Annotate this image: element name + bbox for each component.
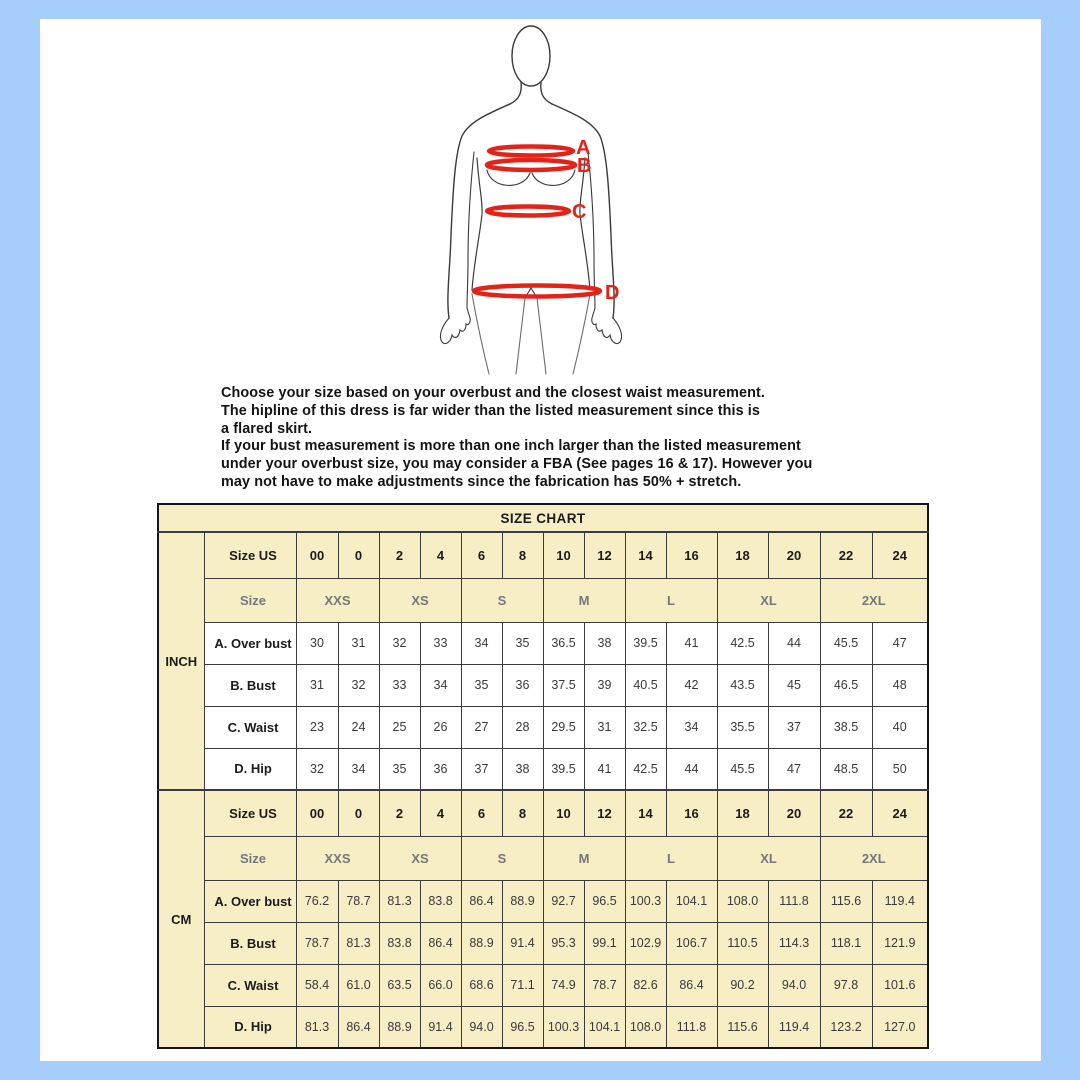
size-group-header: 2XL [820, 836, 928, 880]
measure-value: 34 [666, 706, 717, 748]
size-us-col-header: 20 [768, 790, 820, 836]
size-group-header: XXS [296, 578, 379, 622]
measure-value: 95.3 [543, 922, 584, 964]
measure-value: 66.0 [420, 964, 461, 1006]
intro-line: may not have to make adjustments since the fabrication has 50% + stretch. [221, 473, 742, 490]
size-us-col-header: 8 [502, 790, 543, 836]
size-us-col-header: 6 [461, 790, 502, 836]
measure-value: 82.6 [625, 964, 666, 1006]
measure-value: 71.1 [502, 964, 543, 1006]
measure-value: 42.5 [717, 622, 768, 664]
measure-value: 91.4 [502, 922, 543, 964]
measure-value: 108.0 [625, 1006, 666, 1048]
measure-value: 99.1 [584, 922, 625, 964]
intro-line: The hipline of this dress is far wider than the listed measurement since this is [221, 402, 760, 419]
measure-value: 44 [768, 622, 820, 664]
size-us-col-header: 18 [717, 532, 768, 578]
body-outline-figure [425, 20, 655, 382]
measure-value: 25 [379, 706, 420, 748]
measurement-diagram [425, 20, 655, 382]
measure-row-label: D. Hip [204, 748, 296, 790]
size-chart-table [157, 503, 929, 1049]
measure-value: 94.0 [461, 1006, 502, 1048]
measure-value: 46.5 [820, 664, 872, 706]
measure-value: 104.1 [666, 880, 717, 922]
size-us-col-header: 4 [420, 790, 461, 836]
measure-value: 88.9 [461, 922, 502, 964]
intro-text [221, 385, 901, 492]
size-us-col-header: 24 [872, 532, 928, 578]
measure-value: 111.8 [666, 1006, 717, 1048]
measure-value: 114.3 [768, 922, 820, 964]
measure-value: 121.9 [872, 922, 928, 964]
intro-line: under your overbust size, you may consider a FBA (See pages 16 & 17). However you [221, 456, 813, 473]
hip-band [474, 286, 600, 297]
waist-band [487, 207, 569, 216]
measure-value: 106.7 [666, 922, 717, 964]
size-group-header: XS [379, 578, 461, 622]
measure-value: 96.5 [584, 880, 625, 922]
measure-value: 76.2 [296, 880, 338, 922]
measure-value: 86.4 [420, 922, 461, 964]
measure-value: 81.3 [338, 922, 379, 964]
measure-value: 110.5 [717, 922, 768, 964]
measure-value: 104.1 [584, 1006, 625, 1048]
size-us-col-header: 24 [872, 790, 928, 836]
size-us-col-header: 6 [461, 532, 502, 578]
measure-value: 127.0 [872, 1006, 928, 1048]
measure-value: 34 [338, 748, 379, 790]
measure-row-label: C. Waist [204, 706, 296, 748]
row-header-size-inch: Size [204, 578, 296, 622]
size-group-header: M [543, 578, 625, 622]
measure-value: 41 [584, 748, 625, 790]
measure-value: 38.5 [820, 706, 872, 748]
measure-value: 88.9 [379, 1006, 420, 1048]
measure-value: 100.3 [543, 1006, 584, 1048]
measure-value: 31 [296, 664, 338, 706]
measure-value: 78.7 [296, 922, 338, 964]
size-group-header: XXS [296, 836, 379, 880]
measure-value: 38 [502, 748, 543, 790]
measure-value: 33 [420, 622, 461, 664]
measure-value: 78.7 [338, 880, 379, 922]
measure-value: 101.6 [872, 964, 928, 1006]
measure-value: 48.5 [820, 748, 872, 790]
measure-value: 47 [768, 748, 820, 790]
measure-value: 45.5 [717, 748, 768, 790]
size-us-col-header: 8 [502, 532, 543, 578]
measure-value: 43.5 [717, 664, 768, 706]
measure-value: 40.5 [625, 664, 666, 706]
intro-line: If your bust measurement is more than one inch larger than the listed measurement [221, 438, 801, 455]
measure-row-label: D. Hip [204, 1006, 296, 1048]
measure-value: 34 [461, 622, 502, 664]
measure-value: 42.5 [625, 748, 666, 790]
label-D: D [605, 282, 620, 304]
measure-value: 81.3 [296, 1006, 338, 1048]
unit-label-inch: INCH [158, 532, 204, 790]
measure-value: 42 [666, 664, 717, 706]
size-group-header: XL [717, 578, 820, 622]
measure-value: 86.4 [666, 964, 717, 1006]
measure-value: 31 [338, 622, 379, 664]
label-C: C [572, 201, 587, 223]
size-us-col-header: 0 [338, 790, 379, 836]
measure-value: 119.4 [768, 1006, 820, 1048]
measure-value: 32 [296, 748, 338, 790]
measure-value: 83.8 [420, 880, 461, 922]
measure-row-label: A. Over bust [204, 880, 296, 922]
measure-value: 58.4 [296, 964, 338, 1006]
size-us-col-header: 16 [666, 790, 717, 836]
measure-value: 36 [420, 748, 461, 790]
measure-value: 91.4 [420, 1006, 461, 1048]
measure-value: 115.6 [820, 880, 872, 922]
size-us-col-header: 20 [768, 532, 820, 578]
measure-value: 35.5 [717, 706, 768, 748]
measure-value: 26 [420, 706, 461, 748]
figure-head [512, 26, 550, 86]
size-us-col-header: 14 [625, 790, 666, 836]
measure-value: 96.5 [502, 1006, 543, 1048]
measure-value: 39 [584, 664, 625, 706]
measure-value: 119.4 [872, 880, 928, 922]
measure-row-label: C. Waist [204, 964, 296, 1006]
size-group-header: S [461, 836, 543, 880]
size-us-col-header: 10 [543, 790, 584, 836]
measure-value: 61.0 [338, 964, 379, 1006]
row-header-size-us-cm: Size US [204, 790, 296, 836]
label-A: A [576, 137, 591, 159]
measure-value: 24 [338, 706, 379, 748]
measure-value: 45.5 [820, 622, 872, 664]
measure-value: 108.0 [717, 880, 768, 922]
size-us-col-header: 00 [296, 532, 338, 578]
intro-line: Choose your size based on your overbust and the closest waist measurement. [221, 385, 765, 401]
measure-value: 111.8 [768, 880, 820, 922]
measure-value: 36 [502, 664, 543, 706]
unit-label-cm: CM [158, 790, 204, 1048]
measure-value: 47 [872, 622, 928, 664]
measure-value: 48 [872, 664, 928, 706]
measure-value: 86.4 [461, 880, 502, 922]
measure-value: 32.5 [625, 706, 666, 748]
size-us-col-header: 12 [584, 532, 625, 578]
measure-value: 35 [502, 622, 543, 664]
measure-value: 118.1 [820, 922, 872, 964]
measure-value: 102.9 [625, 922, 666, 964]
measure-value: 97.8 [820, 964, 872, 1006]
measure-value: 81.3 [379, 880, 420, 922]
size-us-col-header: 22 [820, 790, 872, 836]
intro-line: a flared skirt. [221, 420, 313, 437]
measure-value: 88.9 [502, 880, 543, 922]
measure-value: 29.5 [543, 706, 584, 748]
label-B: B [577, 155, 592, 177]
overbust-band [489, 147, 573, 156]
measure-value: 90.2 [717, 964, 768, 1006]
measure-value: 94.0 [768, 964, 820, 1006]
size-group-header: M [543, 836, 625, 880]
size-us-col-header: 10 [543, 532, 584, 578]
size-us-col-header: 22 [820, 532, 872, 578]
measure-value: 115.6 [717, 1006, 768, 1048]
measure-value: 28 [502, 706, 543, 748]
size-us-col-header: 2 [379, 790, 420, 836]
size-us-col-header: 12 [584, 790, 625, 836]
measure-value: 45 [768, 664, 820, 706]
measure-value: 34 [420, 664, 461, 706]
size-group-header: XS [379, 836, 461, 880]
measure-value: 35 [379, 748, 420, 790]
size-us-col-header: 16 [666, 532, 717, 578]
size-group-header: XL [717, 836, 820, 880]
measure-value: 27 [461, 706, 502, 748]
measure-value: 35 [461, 664, 502, 706]
measure-value: 92.7 [543, 880, 584, 922]
measure-value: 86.4 [338, 1006, 379, 1048]
row-header-size-cm: Size [204, 836, 296, 880]
size-group-header: L [625, 578, 717, 622]
measure-value: 38 [584, 622, 625, 664]
measure-value: 50 [872, 748, 928, 790]
measure-value: 78.7 [584, 964, 625, 1006]
measure-value: 83.8 [379, 922, 420, 964]
measure-value: 39.5 [625, 622, 666, 664]
measure-value: 37 [461, 748, 502, 790]
measure-value: 30 [296, 622, 338, 664]
size-chart-title: SIZE CHART [158, 504, 928, 532]
size-group-header: S [461, 578, 543, 622]
measure-value: 37.5 [543, 664, 584, 706]
measure-value: 36.5 [543, 622, 584, 664]
measure-value: 33 [379, 664, 420, 706]
measure-value: 40 [872, 706, 928, 748]
measure-value: 44 [666, 748, 717, 790]
measure-value: 39.5 [543, 748, 584, 790]
measure-value: 41 [666, 622, 717, 664]
measure-row-label: B. Bust [204, 922, 296, 964]
size-us-col-header: 00 [296, 790, 338, 836]
size-us-col-header: 2 [379, 532, 420, 578]
measure-value: 37 [768, 706, 820, 748]
size-group-header: 2XL [820, 578, 928, 622]
size-us-col-header: 14 [625, 532, 666, 578]
size-group-header: L [625, 836, 717, 880]
measure-value: 32 [338, 664, 379, 706]
measure-value: 63.5 [379, 964, 420, 1006]
measure-row-label: A. Over bust [204, 622, 296, 664]
measure-value: 74.9 [543, 964, 584, 1006]
measure-value: 31 [584, 706, 625, 748]
size-us-col-header: 4 [420, 532, 461, 578]
size-us-col-header: 18 [717, 790, 768, 836]
measure-value: 23 [296, 706, 338, 748]
row-header-size-us-inch: Size US [204, 532, 296, 578]
measure-value: 100.3 [625, 880, 666, 922]
measure-value: 68.6 [461, 964, 502, 1006]
measure-value: 32 [379, 622, 420, 664]
bust-band [487, 160, 575, 170]
measure-value: 123.2 [820, 1006, 872, 1048]
measure-row-label: B. Bust [204, 664, 296, 706]
size-us-col-header: 0 [338, 532, 379, 578]
